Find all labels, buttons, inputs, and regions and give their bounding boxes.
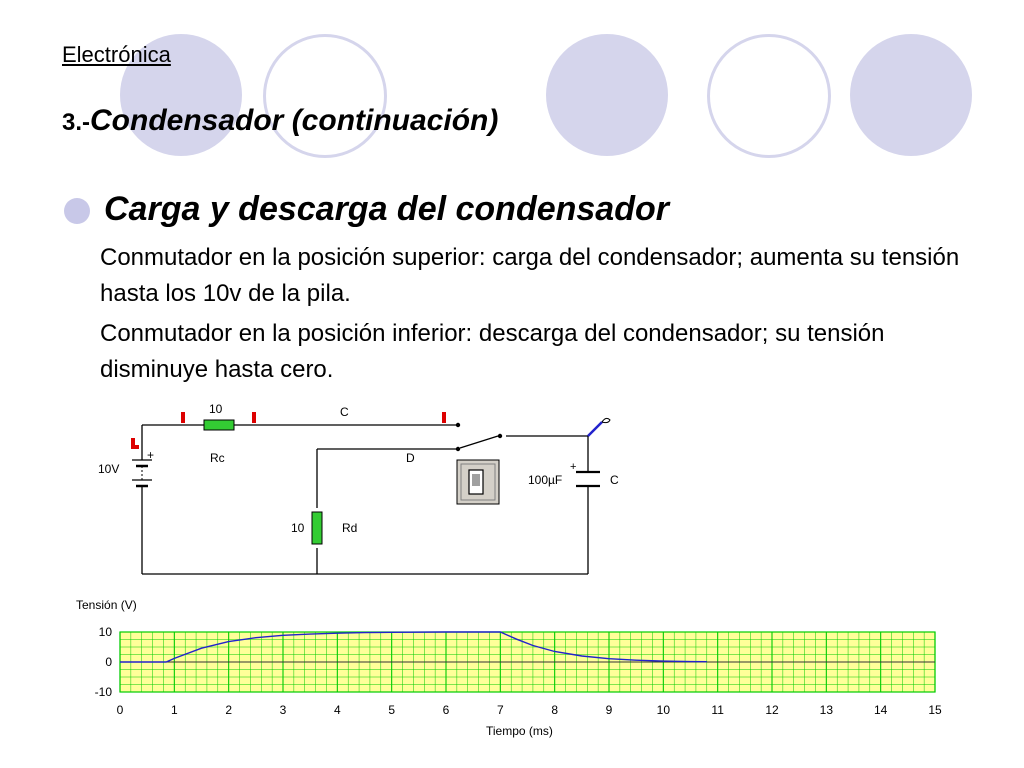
x-tick-label: 15 <box>928 703 942 717</box>
y-tick-label: 10 <box>98 625 112 639</box>
title-number: 3.- <box>62 109 91 136</box>
red-terminal <box>131 445 139 449</box>
battery-label: 10V <box>98 462 120 476</box>
rd-value: 10 <box>291 521 305 535</box>
red-terminal <box>442 412 446 423</box>
paragraph-charge: Conmutador en la posición superior: carga del condensador; aumenta su tensión hasta los 10v de la pila. <box>100 244 960 307</box>
rc-circuit-diagram <box>94 398 624 582</box>
rc-value: 10 <box>209 402 223 416</box>
toggle-knob <box>472 474 480 486</box>
x-tick-label: 12 <box>765 703 779 717</box>
switch-pivot <box>498 434 502 438</box>
capacitor-name: C <box>610 473 619 487</box>
switch-terminal-top <box>456 423 460 427</box>
capacitor-plus: + <box>570 461 577 473</box>
wire-d-label: D <box>406 451 415 465</box>
chart-ylabel: Tensión (V) <box>76 598 137 612</box>
title-text: Condensador (continuación) <box>90 104 499 137</box>
probe-tip-icon <box>602 418 610 422</box>
x-tick-label: 9 <box>605 703 613 717</box>
paragraph-discharge: Conmutador en la posición inferior: descarga del condensador; su tensión disminuye hasta cero. <box>100 320 885 383</box>
decor-ring-1 <box>263 34 387 158</box>
y-tick-label: -10 <box>94 685 112 699</box>
x-tick-label: 14 <box>873 703 888 717</box>
resistor-rc <box>204 420 234 430</box>
x-tick-label: 10 <box>656 703 671 717</box>
decor-ring-2 <box>707 34 831 158</box>
y-tick-label: 0 <box>105 655 112 669</box>
wire-c-label: C <box>340 405 349 419</box>
x-tick-label: 0 <box>116 703 124 717</box>
x-tick-labels <box>117 703 942 717</box>
voltage-time-chart <box>70 592 960 742</box>
slide-title <box>62 104 498 138</box>
rd-name: Rd <box>342 521 358 535</box>
x-tick-label: 7 <box>496 703 504 717</box>
resistor-rd <box>312 512 322 544</box>
battery-plus: + <box>147 448 155 462</box>
bullet-heading: Carga y descarga del condensador <box>104 190 669 228</box>
switch-terminal-bottom <box>456 447 460 451</box>
x-tick-label: 6 <box>442 703 450 717</box>
x-tick-label: 8 <box>551 703 559 717</box>
x-tick-label: 4 <box>333 703 341 717</box>
x-tick-label: 13 <box>819 703 834 717</box>
x-tick-label: 11 <box>711 703 724 717</box>
probe-icon <box>588 422 602 436</box>
decor-circle-2 <box>546 34 668 156</box>
x-tick-label: 3 <box>279 703 287 717</box>
rc-name: Rc <box>210 451 225 465</box>
chart-xlabel: Tiempo (ms) <box>486 724 553 738</box>
y-tick-labels <box>95 625 113 699</box>
decor-circle-3 <box>850 34 972 156</box>
subject-heading: Electrónica <box>62 42 171 67</box>
x-tick-label: 2 <box>225 703 233 717</box>
x-tick-label: 1 <box>170 703 178 717</box>
red-terminal <box>181 412 185 423</box>
x-tick-label: 5 <box>388 703 396 717</box>
red-terminal <box>252 412 256 423</box>
capacitor-value: 100µF <box>528 473 563 487</box>
bullet-icon <box>64 198 90 224</box>
